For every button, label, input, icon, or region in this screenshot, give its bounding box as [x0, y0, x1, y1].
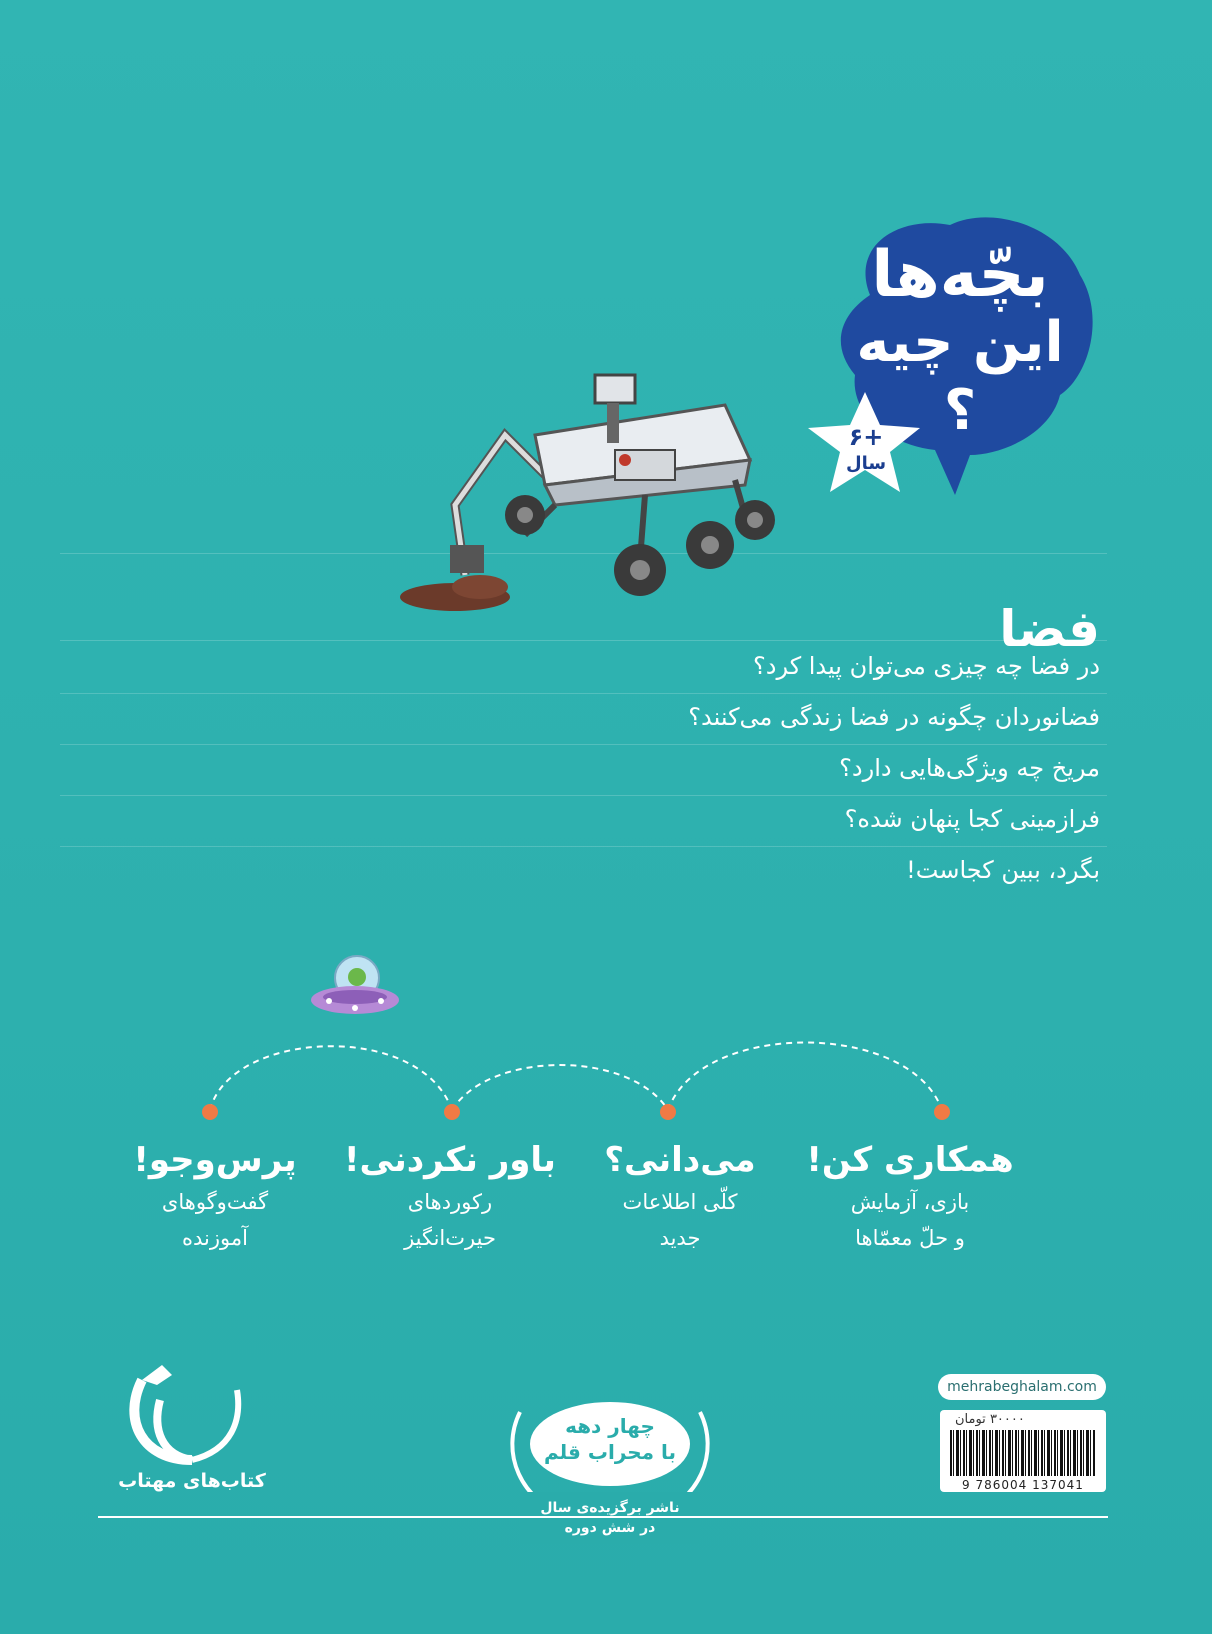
feature-line: رکوردهای — [407, 1190, 493, 1214]
isbn-number: 9 786004 137041 — [962, 1478, 1084, 1492]
seal-line-1: چهار دهه — [565, 1414, 655, 1438]
book-moon-icon — [102, 1360, 282, 1470]
seal-line-3: ناشر برگزیده‌ی سال — [540, 1500, 680, 1516]
divider — [60, 795, 1107, 796]
divider — [60, 846, 1107, 847]
divider — [60, 640, 1107, 641]
feature-heading: همکاری کن! — [806, 1140, 1014, 1180]
divider — [60, 693, 1107, 694]
feature-line: آموزنده — [182, 1226, 248, 1250]
seal-line-2: با محراب قلم — [543, 1440, 677, 1464]
age-badge — [806, 398, 926, 508]
publisher-seal — [500, 1392, 720, 1552]
feature-line: کلّی اطلاعات — [622, 1190, 738, 1214]
question-item: بگرد، ببین کجاست! — [906, 856, 1100, 884]
logo-line-1: بچّه‌ها — [871, 238, 1049, 312]
path-dot — [660, 1104, 676, 1120]
question-item: در فضا چه چیزی می‌توان پیدا کرد؟ — [753, 652, 1100, 680]
price-label: ۳۰۰۰۰ تومان — [955, 1412, 1025, 1427]
feature-heading: می‌دانی؟ — [604, 1140, 756, 1180]
path-dot — [444, 1104, 460, 1120]
website-url: mehrabeghalam.com — [938, 1374, 1106, 1400]
feature-line: بازی، آزمایش — [850, 1190, 970, 1214]
feature-heading: پرس‌وجو! — [133, 1140, 297, 1180]
divider — [60, 744, 1107, 745]
age-value: +۶ — [848, 423, 884, 451]
question-item: مریخ چه ویژگی‌هایی دارد؟ — [839, 754, 1100, 782]
dashed-path — [190, 1010, 970, 1120]
feature-line: حیرت‌انگیز — [404, 1226, 496, 1250]
feature-line: جدید — [659, 1226, 701, 1250]
book-title: فضا — [999, 600, 1100, 658]
path-dot — [934, 1104, 950, 1120]
publisher-logo — [102, 1360, 282, 1490]
barcode-icon — [950, 1430, 1096, 1476]
logo-line-2: این چیه — [856, 310, 1064, 375]
question-item: فرازمینی کجا پنهان شده؟ — [844, 805, 1100, 833]
feature-heading: باور نکردنی! — [344, 1140, 556, 1180]
path-dot — [202, 1104, 218, 1120]
question-item: فضانوردان چگونه در فضا زندگی می‌کنند؟ — [688, 703, 1100, 731]
feature-inquiry — [95, 1140, 335, 1256]
feature-line: گفت‌وگوهای — [161, 1190, 269, 1214]
age-unit: سال — [845, 453, 887, 474]
seal-line-4: در شش دوره — [564, 1520, 656, 1536]
footer-divider — [98, 1516, 1108, 1518]
feature-unbelievable — [330, 1140, 570, 1256]
feature-cooperate — [790, 1140, 1030, 1256]
publisher-name: کتاب‌های مهتاب — [118, 1470, 266, 1492]
feature-did-you-know — [560, 1140, 800, 1256]
rover-illustration — [395, 365, 795, 615]
logo-question-mark: ؟ — [943, 378, 977, 443]
feature-line: و حلّ معمّاها — [855, 1226, 965, 1250]
